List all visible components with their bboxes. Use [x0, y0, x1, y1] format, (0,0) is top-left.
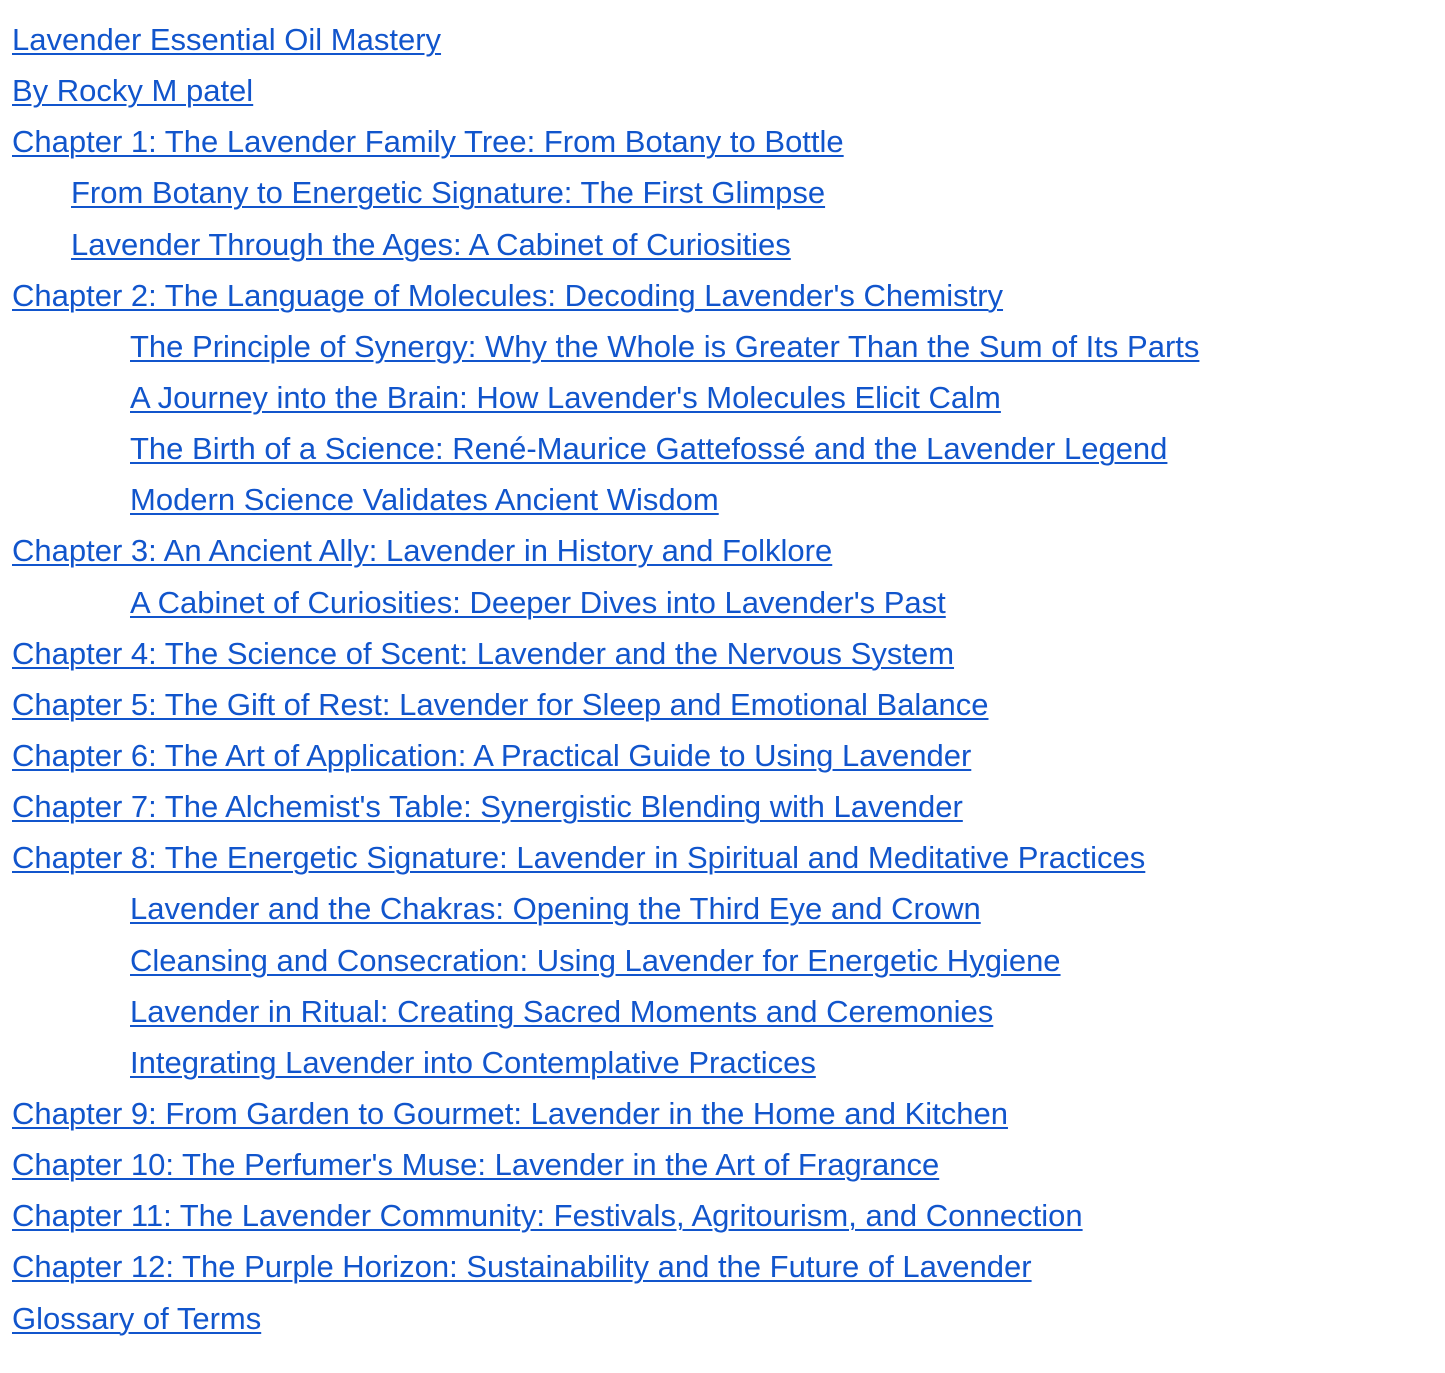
toc-link-chapter-9[interactable]: Chapter 9: From Garden to Gourmet: Lavender in the Home and Kitchen [12, 1095, 1008, 1131]
table-of-contents [12, 18, 1199, 1348]
toc-link-chapter-12[interactable]: Chapter 12: The Purple Horizon: Sustainability and the Future of Lavender [12, 1249, 1032, 1285]
toc-link-chapter-8[interactable]: Chapter 8: The Energetic Signature: Lavender in Spiritual and Meditative Practices [12, 840, 1146, 876]
toc-link-author[interactable]: By Rocky M patel [12, 73, 254, 109]
toc-link-chapter-5[interactable]: Chapter 5: The Gift of Rest: Lavender for Sleep and Emotional Balance [12, 686, 989, 722]
toc-link-section[interactable]: Integrating Lavender into Contemplative Practices [130, 1044, 816, 1080]
toc-link-chapter-11[interactable]: Chapter 11: The Lavender Community: Festivals, Agritourism, and Connection [12, 1198, 1083, 1234]
toc-link-chapter-10[interactable]: Chapter 10: The Perfumer's Muse: Lavender in the Art of Fragrance [12, 1147, 940, 1183]
toc-link-chapter-6[interactable]: Chapter 6: The Art of Application: A Practical Guide to Using Lavender [12, 737, 972, 773]
toc-link-title[interactable]: Lavender Essential Oil Mastery [12, 22, 442, 57]
toc-link-section[interactable]: A Journey into the Brain: How Lavender's Molecules Elicit Calm [130, 379, 1001, 415]
toc-link-section[interactable]: A Cabinet of Curiosities: Deeper Dives into Lavender's Past [130, 584, 946, 620]
toc-link-section[interactable]: The Principle of Synergy: Why the Whole is Greater Than the Sum of Its Parts [130, 328, 1200, 364]
toc-link-chapter-3[interactable]: Chapter 3: An Ancient Ally: Lavender in History and Folklore [12, 533, 833, 569]
toc-link-section[interactable]: Cleansing and Consecration: Using Lavender for Energetic Hygiene [130, 942, 1061, 978]
toc-link-section[interactable]: The Birth of a Science: René-Maurice Gattefossé and the Lavender Legend [130, 431, 1168, 467]
toc-link-section[interactable]: Lavender in Ritual: Creating Sacred Moments and Ceremonies [130, 993, 994, 1029]
toc-link-chapter-7[interactable]: Chapter 7: The Alchemist's Table: Synergistic Blending with Lavender [12, 789, 963, 825]
toc-link-section[interactable]: Lavender Through the Ages: A Cabinet of Curiosities [71, 226, 791, 262]
toc-link-section[interactable]: From Botany to Energetic Signature: The First Glimpse [71, 175, 826, 211]
toc-link-section[interactable]: Modern Science Validates Ancient Wisdom [130, 482, 719, 518]
toc-link-section[interactable]: Lavender and the Chakras: Opening the Third Eye and Crown [130, 891, 981, 927]
toc-link-chapter-4[interactable]: Chapter 4: The Science of Scent: Lavender and the Nervous System [12, 635, 955, 671]
toc-link-chapter-2[interactable]: Chapter 2: The Language of Molecules: Decoding Lavender's Chemistry [12, 277, 1004, 313]
toc-link-glossary[interactable]: Glossary of Terms [12, 1300, 262, 1336]
toc-link-chapter-1[interactable]: Chapter 1: The Lavender Family Tree: From Botany to Bottle [12, 124, 844, 160]
